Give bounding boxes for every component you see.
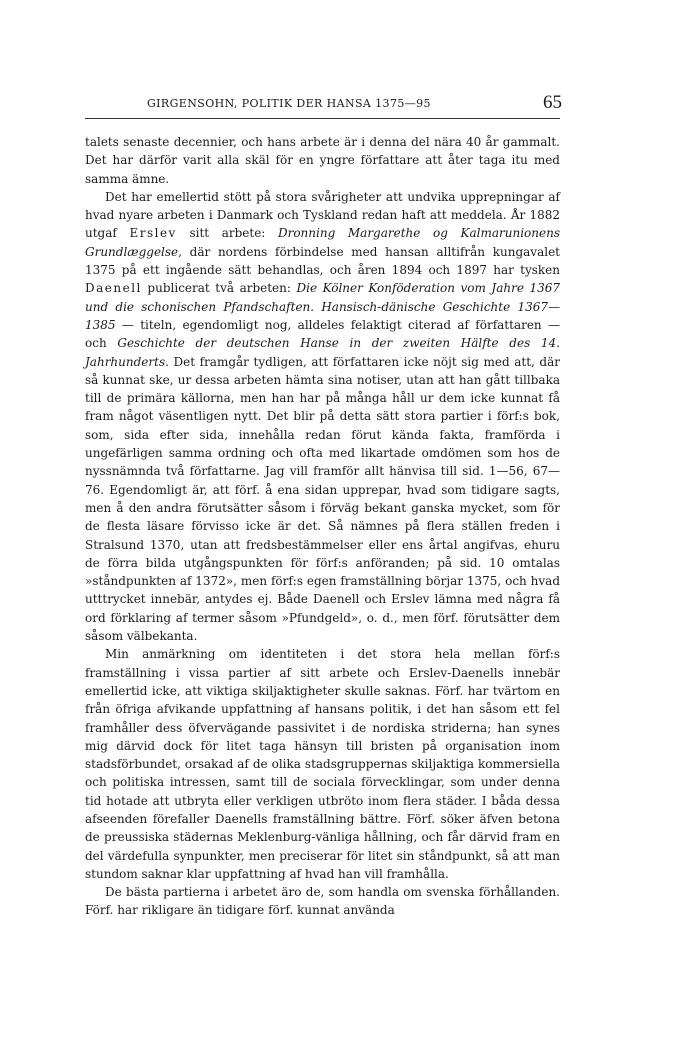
text-run: , där nordens förbindelse med hansan alltifrån kungavalet 1375 på ett ingående sätt behandlas, och åren 1894 och 1897 har tysken bbox=[85, 244, 560, 278]
text-run: talets senaste decennier, och hans arbete är i denna del nära 40 år gammalt. Det har därför varit alla skäl för en yngre författare att åter taga itu med samma ämne. bbox=[85, 135, 560, 186]
paragraph bbox=[85, 133, 560, 188]
paragraph bbox=[85, 883, 560, 920]
text-run: sitt arbete: bbox=[176, 226, 278, 241]
text-run: Det har emellertid stött på stora svårigheter att undvika upprepningar af hvad nyare arbeten i Danmark och Tyskland redan haft att meddela. År 1882 utgaf bbox=[85, 189, 560, 241]
title-reference: Dronning Margarethe og Kalmarunionens Grundlæggelse bbox=[85, 226, 560, 259]
text-run: Min anmärkning om identiteten i det stora hela mellan förf:s framställning i vissa partier af sitt arbete och Erslev-Daenells innebär emellertid icke, att viktiga skiljaktigheter skulle saknas. Förf. har tvärtom en från öfriga afvikande uppfattning af hansans politik, i det han såsom ett fel framhåller dess öfvervägande passivitet i de nordiska striderna; han synes mig därvid dock för litet taga hänsyn till bristen på organisation inom stadsförbundet, orsakad af de olika stadsgruppernas skiljaktiga kommersiella och politiska intressen, samt till de sociala förvecklingar, som under denna tid hotade att utbryta eller verkligen utbröto inom flera städer. I båda dessa afseenden förefaller Daenells framställning bättre. Förf. söker äfven betona de preussiska städernas Meklenburg-vänliga hållning, och får därvid fram en del värdefulla synpunkter, men preciserar för litet sin ståndpunkt, så att man stundom saknar klar uppfattning af hvad han vill framhålla. bbox=[85, 647, 560, 881]
author-name: Daenell bbox=[85, 281, 142, 296]
running-title: GIRGENSOHN, POLITIK DER HANSA 1375—95 bbox=[147, 97, 431, 110]
title-reference: Geschichte der deutschen Hanse in der zweiten Hälfte des 14. Jahrhunderts. bbox=[85, 336, 560, 369]
text-run: De bästa partierna i arbetet äro de, som handla om svenska förhållanden. Förf. har rikligare än tidigare förf. kunnat använda bbox=[85, 885, 560, 918]
running-head bbox=[85, 92, 560, 119]
paragraph bbox=[85, 188, 560, 645]
page-number: 65 bbox=[543, 92, 562, 113]
body-text bbox=[85, 133, 560, 920]
text-run: — titeln, egendomligt nog, alldeles felaktigt citerad af författaren — och bbox=[85, 317, 560, 351]
paragraph bbox=[85, 645, 560, 883]
text-run: Det framgår tydligen, att författaren icke nöjt sig med att, där så kunnat ske, ur dessa arbeten hämta sina notiser, utan att han gått tillbaka till de primära källorna, men han har på många håll ur dem icke kunnat få fram något väsentligen nytt. Det blir på detta sätt stora partier i förf:s bok, som, sida efter sida, innehålla redan förut kända fakta, framförda i ungefärligen samma ordning och ofta med likartade omdömen som hos de nyssnämnda två författarne. Jag vill framför allt hänvisa till sid. 1—56, 67—76. Egendomligt är, att förf. å ena sidan upprepar, hvad som tidigare sagts, men å den andra förutsätter såsom i förväg bekant ganska mycket, som för de flesta läsare förvisso icke är det. Så nämnes på flera ställen freden i Stralsund 1370, utan att fredsbestämmelser eller ens årtal angifvas, ehuru de förra bilda utgångspunkten för förf:s anföranden; på sid. 10 omtalas »ståndpunkten af 1372», men förf:s egen framställning börjar 1375, och hvad utttrycket innebär, antydes ej. Både Daenell och Erslev lämna med några få ord förklaring af termer såsom »Pfundgeld», o. d., men förf. förutsätter dem såsom välbekanta. bbox=[85, 354, 560, 644]
author-name: Erslev bbox=[129, 226, 177, 241]
title-reference: Die Kölner Konföderation vom Jahre 1367 und die schonischen Pfandschaften. Hansisch-dänische Geschichte 1367—1385 bbox=[85, 281, 561, 332]
page bbox=[85, 92, 560, 920]
text-run: publicerat två arbeten: bbox=[141, 281, 297, 296]
